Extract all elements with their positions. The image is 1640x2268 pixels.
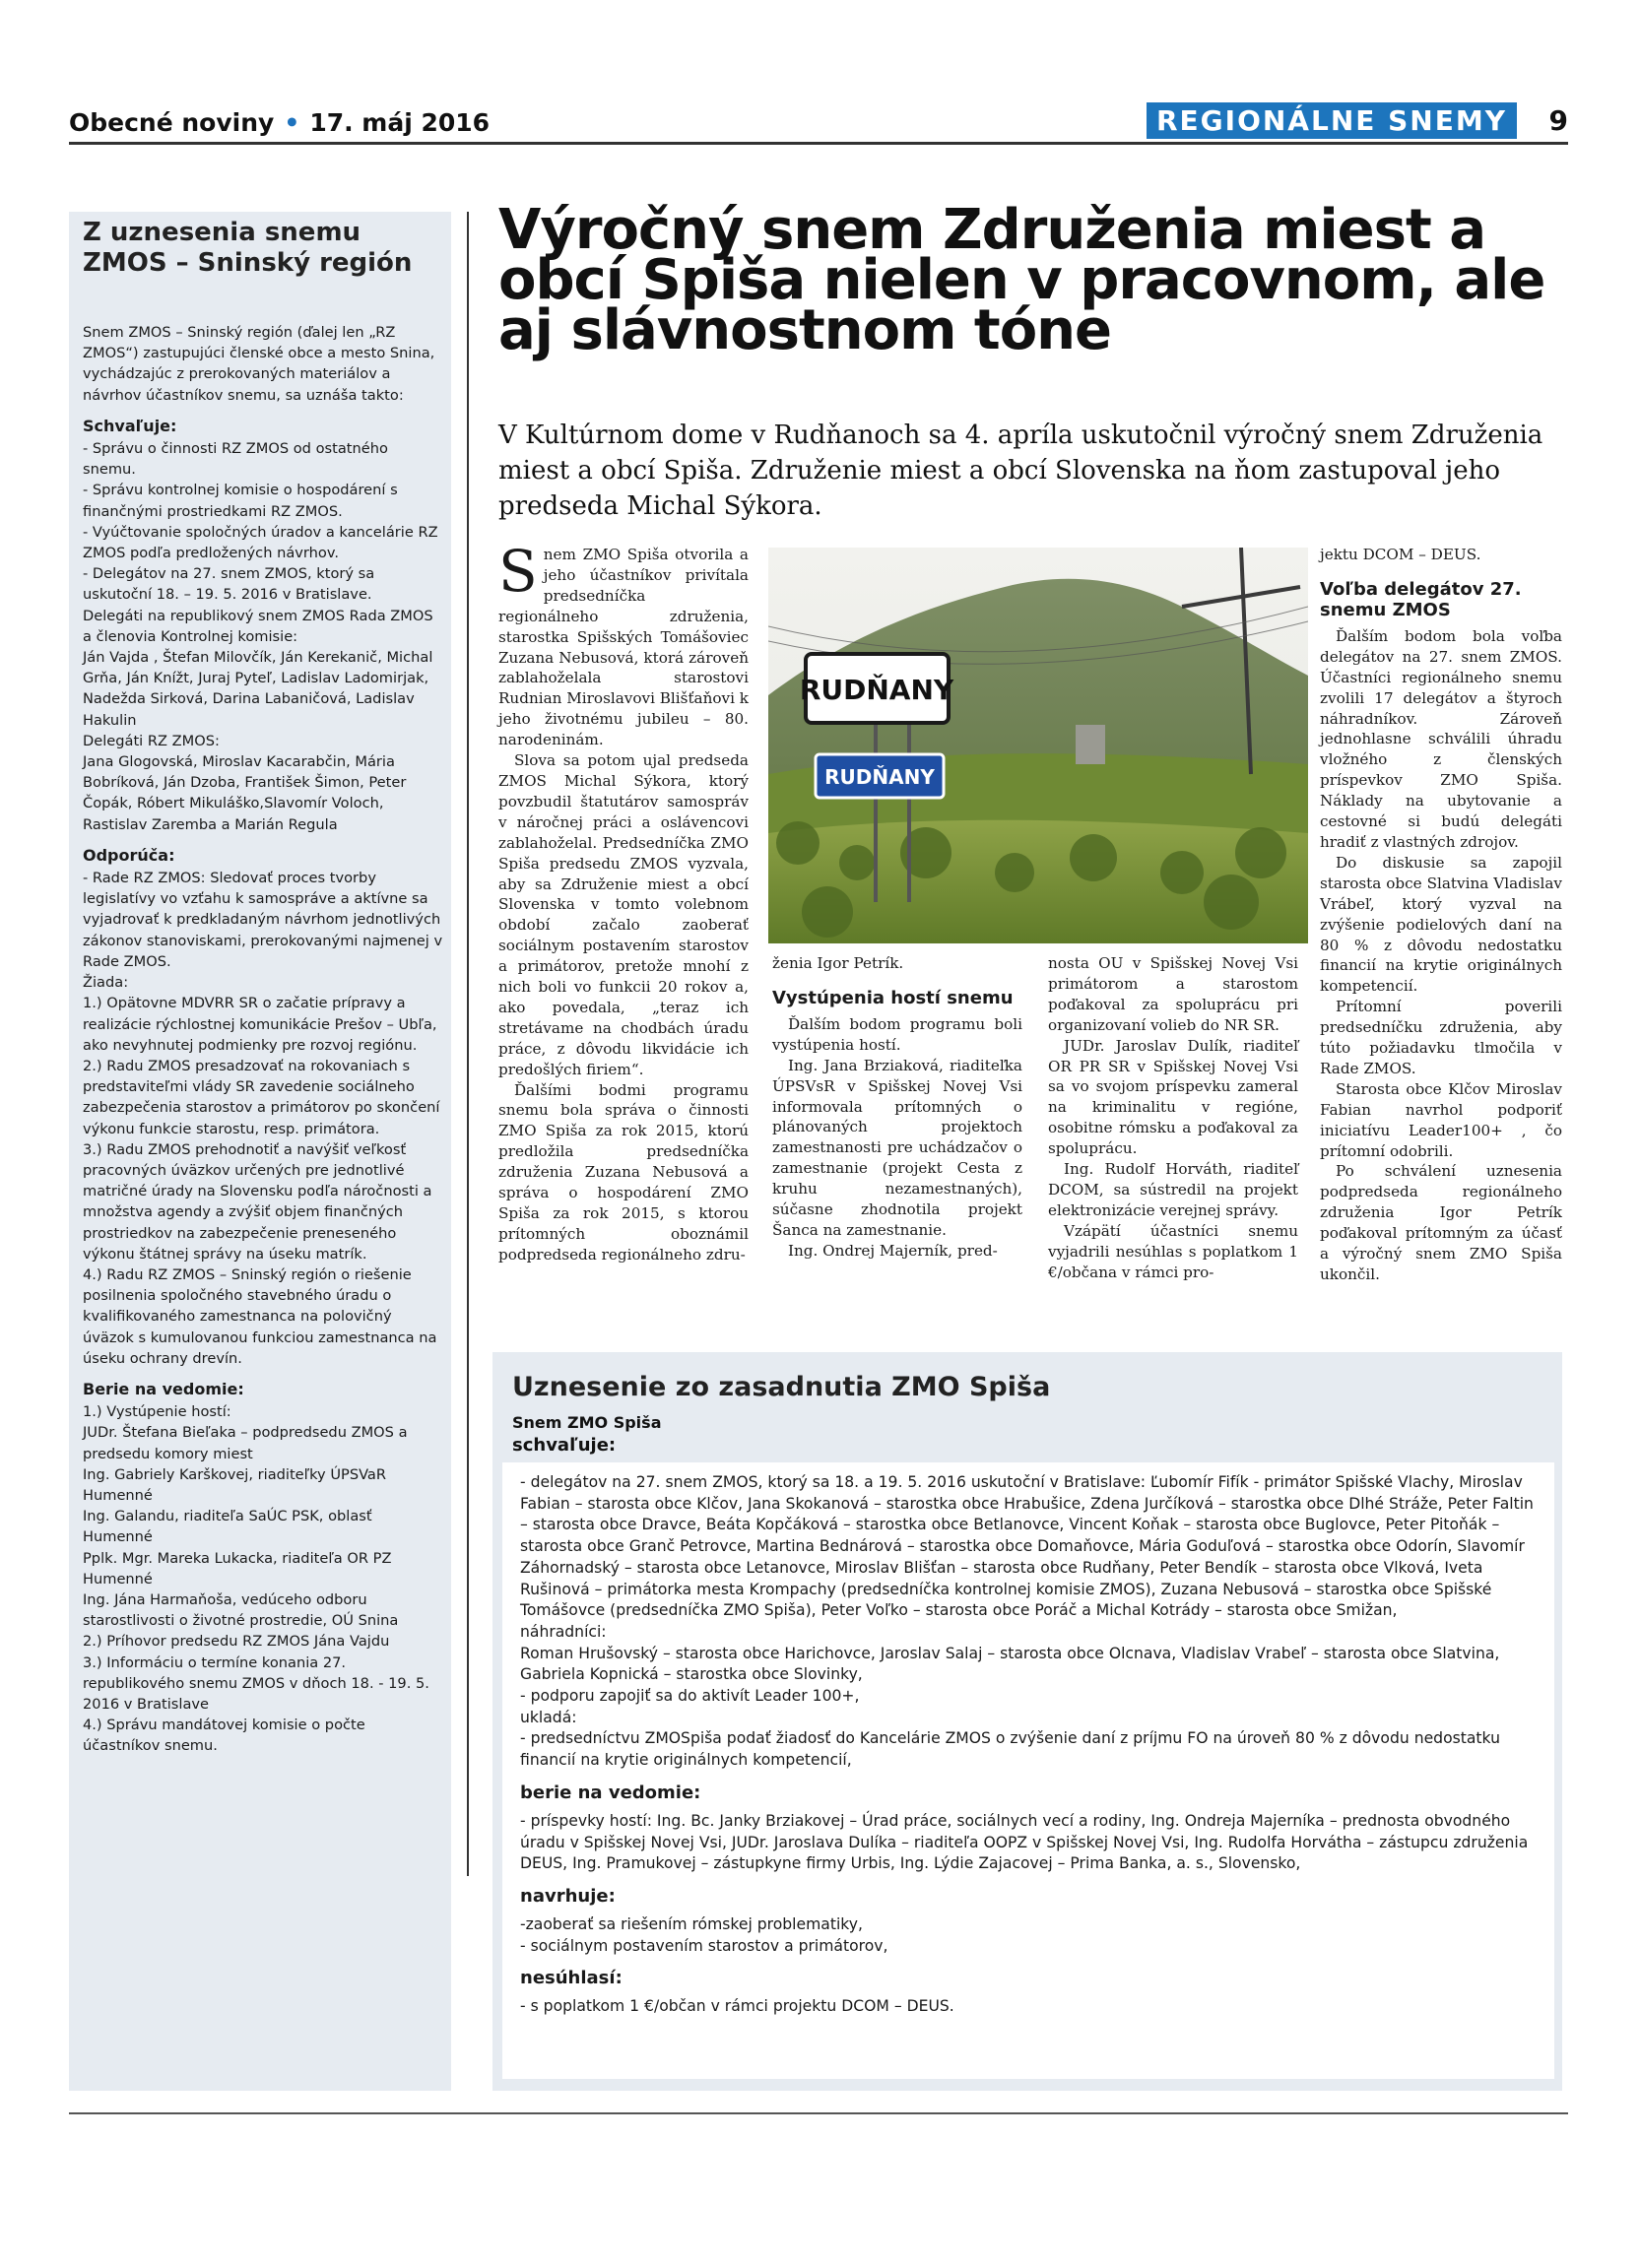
list-item: - Delegátov na 27. snem ZMOS, ktorý sa uskutoční 18. – 19. 5. 2016 v Bratislave. <box>83 565 375 604</box>
article-column-3 <box>1048 953 1298 1283</box>
column-paragraph: Ďalším bodom programu boli vystúpenia hostí. <box>772 1014 1022 1054</box>
resolution-uklada: - predsedníctvu ZMOSpiša podať žiadosť do Kancelárie ZMOS o zvýšenie daní z príjmu FO na úroveň 80 % z dôvodu nedostatku financií na krytie originálnych kompetencií, <box>520 1729 1500 1770</box>
sidebar-title: Z uznesenia snemu ZMOS – Sninský región <box>83 218 413 278</box>
resolution-leader: - podporu zapojiť sa do aktivít Leader 100+, <box>520 1687 860 1706</box>
list-item: -zaoberať sa riešením rómskej problematiky, <box>520 1914 863 1933</box>
list-item: Ing. Gabriely Karškovej, riaditeľky ÚPSVaR Humenné <box>83 1465 387 1504</box>
sign-bottom-text: RUDŇANY <box>824 765 935 789</box>
resolution-berie-heading: berie na vedomie: <box>520 1782 701 1803</box>
sidebar-list-berie <box>83 1401 445 1756</box>
column-paragraph: Ďalšími bodmi programu snemu bola správa o činnosti ZMO Spiša za rok 2015, ktorú predložila predsedníčka združenia Zuzana Nebusová a správa o hospodárení ZMO Spiša za rok 2015, s ktorou prítomných oboznámil podpredseda regionálneho zdru- <box>498 1080 749 1264</box>
column-paragraph: Ing. Rudolf Horváth, riaditeľ DCOM, sa sústredil na projekt elektronizácie verejnej správy. <box>1048 1160 1298 1219</box>
column-paragraph: Ing. Jana Brziaková, riaditeľka ÚPSVsR v Spišskej Novej Vsi informovala prítomných o plánovaných projektoch zamestnanosti pre uchádzačov o zamestnanie (projekt Cesta z kruhu nezamestnaných), súčasne zhodnotila projekt Šanca na zamestnanie. <box>772 1056 1022 1239</box>
column-paragraph: JUDr. Jaroslav Dulík, riaditeľ OR PR SR v Spišskej Novej Vsi sa vo svojom príspevku zameral na kriminalitu v regióne, osobitne rómsku a poďakoval za spoluprácu. <box>1048 1036 1298 1158</box>
sidebar-heading-schvaluje: Schvaľuje: <box>83 416 177 435</box>
column-paragraph: nosta OU v Spišskej Novej Vsi primátorom a starostom poďakoval za spoluprácu pri organizovaní volieb do NR SR. <box>1048 954 1298 1034</box>
resolution-nesuhlasi: - s poplatkom 1 €/občan v rámci projektu DCOM – DEUS. <box>520 1997 954 2016</box>
list-item: JUDr. Štefana Bieľaka – podpredsedu ZMOS a predsedu komory miest <box>83 1424 408 1462</box>
resolution-berie: - príspevky hostí: Ing. Bc. Janky Brziakovej – Úrad práce, sociálnych vecí a rodiny, Ing. Ondreja Majerníka – prednosta obvodného úradu v Spišskej Novej Vsi, JUDr. Jaroslava Dulíka – riaditeľa OOPZ v Spišskej Novej Vsi, Ing. Rudolfa Horvátha – zástupcu združenia DEUS, Ing. Pramukovej – zástupkyne firmy Urbis, Ing. Lýdie Zajacovej – Prima Banka, a. s., Slovensko, <box>520 1811 1529 1873</box>
list-item: 1.) Opätovne MDVRR SR o začatie prípravy a realizácie rýchlostnej komunikácie Prešov – Ubľa, ako nevyhnutej podmienky pre rozvoj regiónu. <box>83 995 437 1054</box>
list-item: 3.) Radu ZMOS prehodnotiť a navýšiť veľkosť pracovných úväzkov určených pre jednotlivé matričné úrady na Slovensku podľa náročnosti a množstva agendy a zvýšiť objem finančných prostriedkov na zabezpečenie preneseného výkonu štátnej správy na úseku matrík. <box>83 1140 432 1263</box>
list-item: 4.) Radu RZ ZMOS – Sninský región o riešenie posilnenia spoločného stavebného úradu o kvalifikovaného zamestnanca na polovičný úväzok s kumulovanou funkciou zamestnanca na úseku ochrany drevín. <box>83 1265 437 1367</box>
resolution-navrhuje-heading: navrhuje: <box>520 1885 616 1907</box>
resolution-uklada-label: ukladá: <box>520 1708 577 1726</box>
resolution-nesuhlasi-heading: nesúhlasí: <box>520 1968 623 1989</box>
list-item: 2.) Príhovor predsedu RZ ZMOS Jána Vajdu <box>83 1633 390 1651</box>
article-column-2 <box>772 953 1022 1262</box>
list-item: Ing. Galandu, riaditeľa SaÚC PSK, oblasť Humenné <box>83 1508 372 1546</box>
resolution-schvaluje-heading: schvaľuje: <box>512 1435 617 1456</box>
sidebar-list-schvaluje <box>83 438 445 835</box>
column-divider <box>467 212 469 1876</box>
resolution-title: Uznesenie zo zasadnutia ZMO Spiša <box>512 1372 1051 1402</box>
page-header <box>69 98 1568 145</box>
subheading-guests: Vystúpenia hostí snemu <box>772 987 1014 1008</box>
list-item: Pplk. Mgr. Mareka Lukacka, riaditeľa OR PZ Humenné <box>83 1549 392 1588</box>
subheading-delegates: Voľba delegátov 27. snemu ZMOS <box>1320 578 1522 620</box>
column-paragraph: Po schválení uznesenia podpredseda regionálneho združenia Igor Petrík poďakoval prítomným za účasť a výročný snem ZMO Spiša ukončil. <box>1320 1162 1562 1283</box>
column-paragraph: Snem ZMO Spiša otvorila a jeho účastníkov privítala predsedníčka regionálneho združenia, starostka Spišských Tomášoviec Zuzana Nebusová, ktorá zároveň zablahoželala starostovi Rudnian Miroslavovi Blišťaňovi k jeho životnému jubileu – 80. narodeninám. <box>498 538 749 749</box>
resolution-box <box>492 1352 1562 2091</box>
sidebar-heading-berie: Berie na vedomie: <box>83 1379 244 1398</box>
list-item: - Správu o činnosti RZ ZMOS od ostatného snemu. <box>83 440 388 479</box>
resolution-panel <box>502 1462 1554 2079</box>
article-lead: V Kultúrnom dome v Rudňanoch sa 4. apríla uskutočnil výročný snem Združenia miest a obcí Spiša. Združenie miest a obcí Slovenska na ňom zastupoval jeho predseda Michal Sýkora. <box>498 421 1543 521</box>
column-paragraph: Starosta obce Klčov Miroslav Fabian navrhol podporiť iniciatívu Leader100+ , čo prítomní odobrili. <box>1320 1079 1562 1160</box>
article-headline: Výročný snem Združenia miest a obcí Spiša nielen v pracovnom, ale aj slávnostnom tóne <box>498 198 1545 362</box>
column-paragraph: ženia Igor Petrík. <box>772 954 904 972</box>
list-item: 2.) Radu ZMOS presadzovať na rokovaniach s predstaviteľmi vlády SR zavedenie sociálneho zabezpečenia starostov a primátorov po skončení výkonu funkcie starostu, resp. primátora. <box>83 1057 440 1137</box>
list-item: Ján Vajda , Štefan Milovčík, Ján Kerekanič, Michal Grňa, Ján Knížt, Juraj Pyteľ, Ladislav Ladomirjak, Nadežda Sirková, Darina Labaničová, Ladislav Hakulin <box>83 649 433 729</box>
list-item: Delegáti na republikový snem ZMOS Rada ZMOS a členovia Kontrolnej komisie: <box>83 607 433 645</box>
column-paragraph: Prítomní poverili predsedníčku združenia, aby túto požiadavku tlmočila v Rade ZMOS. <box>1320 998 1562 1077</box>
sidebar-body <box>83 322 445 1757</box>
list-item: - Správu kontrolnej komisie o hospodárení s finančnými prostriedkami RZ ZMOS. <box>83 482 398 520</box>
column-paragraph: Do diskusie sa zapojil starosta obce Slatvina Vladislav Vrábeľ, ktorý vyzval na zvýšenie podielových daní na 80 % z dôvodu nedostatku financií na krytie originálnych kompetencií. <box>1320 853 1562 996</box>
separator-dot: • <box>284 108 300 137</box>
sidebar-intro: Snem ZMOS – Sninský región (ďalej len „RZ ZMOS“) zastupujúci členské obce a mesto Snina, vychádzajúc z prerokovaných materiálov a návrhov účastníkov snemu, sa uznáša takto: <box>83 324 435 404</box>
column-paragraph: Vzápätí účastníci snemu vyjadrili nesúhlas s poplatkom 1 €/občana v rámci pro- <box>1048 1221 1298 1281</box>
column-paragraph: Slova sa potom ujal predseda ZMOS Michal Sýkora, ktorý povzbudil štatutárov samospráv v náročnej práci a oslávencovi zablahoželal. Predsedníčka ZMO Spiša predsedu ZMOS vyzvala, aby sa Združenie miest a obcí Slovenska v tomto volebnom období začalo zaoberať sociálnym postavením starostov a primátorov, pretože mnohí z nich boli vo funkcii 20 rokov a, ako povedala, „teraz ich stretávame na chodbách úradu práce, z dôvodu likvidácie ich predošlých firiem“. <box>498 751 749 1078</box>
list-item: Ing. Jána Harmaňoša, vedúceho odboru starostlivosti o životné prostredie, OÚ Snina <box>83 1590 399 1630</box>
rudnany-sign-photo <box>768 548 1308 943</box>
list-item: 4.) Správu mandátovej komisie o počte účastníkov snemu. <box>83 1717 365 1755</box>
list-item: 3.) Informáciu o termíne konania 27. republikového snemu ZMOS v dňoch 18. - 19. 5. 2016 v Bratislave <box>83 1653 429 1713</box>
resolution-delegates: - delegátov na 27. snem ZMOS, ktorý sa 18. a 19. 5. 2016 uskutoční v Bratislave: Ľubomír Fifík - primátor Spišské Vlachy, Miroslav Fabian – starosta obce Klčov, Jana Skokanová – starostka obce Hrabušice, Zdena Jurčíková – starostka obce Dlhé Stráže, Peter Faltin – starosta obce Dravce, Beáta Kopčáková – starostka obce Betlanovce, Vincent Koňak – starosta obce Buglovce, Peter Pitoňák – starosta obce Granč Petrovce, Martina Bednárová – starostka obce Domaňovce, Mária Goduľová – starostka obce Odorín, Slavomír Záhornadský – starosta obce Letanovce, Miroslav Blišťan – starosta obce Rudňany, Peter Bendík – starosta obce Vlková, Iveta Rušinová – primátorka mesta Krompachy (predsedníčka kontrolnej komisie ZMOS), Zuzana Nebusová – starostka obce Spišské Tomášovce (predsedníčka ZMO Spiša), Peter Voľko – starosta obce Poráč a Michal Kotrády – starosta obce Smižan, <box>520 1473 1534 1620</box>
page-number: 9 <box>1548 104 1568 137</box>
resolution-body <box>520 1472 1544 2018</box>
publication-line <box>69 108 490 137</box>
drop-cap: S <box>498 538 538 605</box>
list-item: 1.) Vystúpenie hostí: <box>83 1403 231 1421</box>
resolution-substitutes-label: náhradníci: <box>520 1622 607 1641</box>
column-paragraph: Ďalším bodom bola voľba delegátov na 27. snem ZMOS. Účastníci regionálneho snemu zvolili 17 delegátov a štyroch náhradníkov. Zároveň jednohlasne schválili úhradu vložného z členských príspevkov ZMO Spiša. Náklady na ubytovanie a cestovné si budú delegáti hradiť z vlastných zdrojov. <box>1320 626 1562 851</box>
list-item: - Rade RZ ZMOS: Sledovať proces tvorby legislatívy vo vzťahu k samospráve a aktívne sa vyjadrovať k predkladaným návrhom jednotlivých zákonov stanoviskami, prerokovanými najmenej v Rade ZMOS. <box>83 870 443 970</box>
article-column-4 <box>1320 545 1562 1285</box>
list-item: Žiada: <box>83 974 129 992</box>
sidebar-heading-odporuca: Odporúča: <box>83 845 175 865</box>
section-label: REGIONÁLNE SNEMY <box>1147 102 1517 139</box>
column-paragraph: jektu DCOM – DEUS. <box>1320 546 1481 563</box>
article-column-1 <box>498 538 749 1265</box>
list-item: - sociálnym postavením starostov a primátorov, <box>520 1936 888 1955</box>
sidebar-list-odporuca <box>83 868 445 1369</box>
issue-date: 17. máj 2016 <box>309 108 491 137</box>
sign-top-text: RUDŇANY <box>799 674 954 706</box>
list-item: Jana Glogovská, Miroslav Kacarabčin, Mária Bobríková, Ján Dzoba, František Šimon, Peter Čopák, Róbert Mikuláško,Slavomír Voloch, Rastislav Zaremba a Marián Regula <box>83 753 407 833</box>
list-item: - Vyúčtovanie spoločných úradov a kancelárie RZ ZMOS podľa predložených návrhov. <box>83 523 438 562</box>
article-photo <box>768 548 1308 943</box>
column-paragraph: Ing. Ondrej Majerník, pred- <box>788 1241 998 1260</box>
publication-name: Obecné noviny <box>69 108 275 137</box>
sidebar-box <box>69 212 451 2091</box>
resolution-subtitle: Snem ZMO Spiša <box>512 1413 662 1432</box>
list-item: Delegáti RZ ZMOS: <box>83 732 220 749</box>
bottom-rule <box>69 2112 1568 2114</box>
resolution-substitutes: Roman Hrušovský – starosta obce Harichovce, Jaroslav Salaj – starosta obce Olcnava, Vladislav Vrabeľ – starosta obce Slatvina, Gabriela Kopnická – starostka obce Slovinky, <box>520 1644 1500 1684</box>
